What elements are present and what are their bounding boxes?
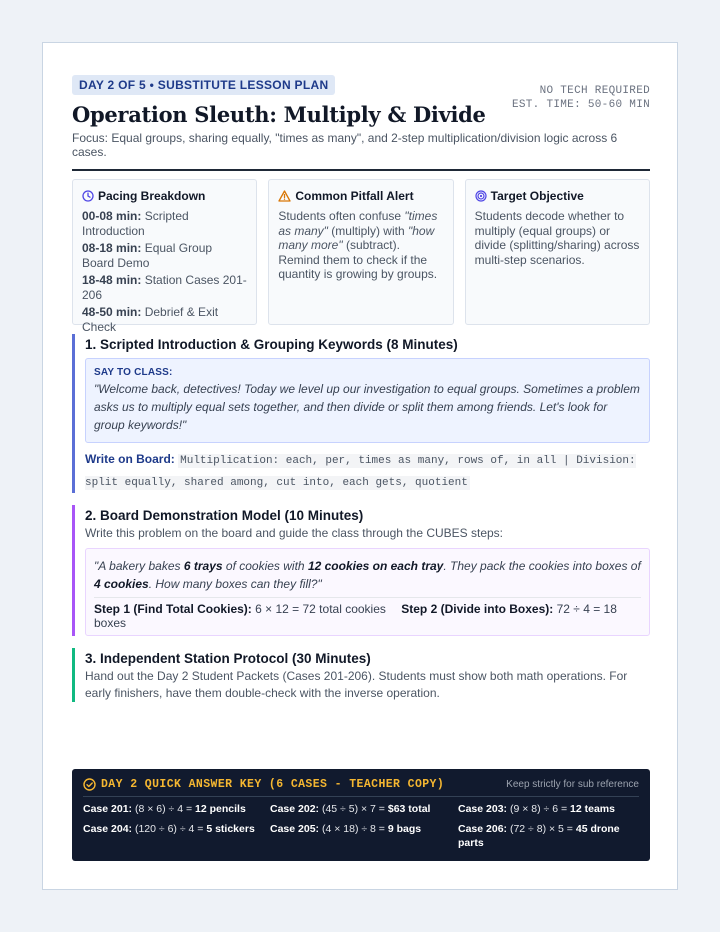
case-answer: 45 drone parts — [458, 823, 620, 849]
case-expression: (120 ÷ 6) ÷ 4 = — [134, 823, 204, 835]
pitfall-text-part: (multiply) with — [327, 223, 408, 238]
pitfall-card-header — [278, 189, 443, 203]
pacing-activity: Equal Group Board Demo — [82, 241, 213, 270]
section-accent-bar — [72, 648, 75, 702]
answer-key-title-wrap — [83, 778, 444, 791]
case-label: Case 204: — [83, 823, 133, 835]
warning-icon — [278, 190, 291, 202]
answer-item — [83, 822, 270, 850]
objective-card-header — [475, 189, 640, 203]
pacing-card-title: Pacing Breakdown — [98, 189, 206, 203]
case-answer: 12 teams — [570, 803, 615, 815]
objective-card-title: Target Objective — [490, 189, 584, 203]
pacing-row — [82, 273, 247, 302]
pacing-activity: Scripted Introduction — [82, 209, 189, 238]
info-cards — [72, 179, 650, 334]
say-label: SAY TO CLASS: — [94, 367, 173, 378]
problem-emphasis: 6 trays — [183, 559, 223, 573]
section-intro: Write this problem on the board and guide the class through the CUBES steps: — [85, 526, 504, 540]
pacing-row — [82, 241, 247, 270]
answer-key-divider — [83, 796, 639, 797]
pitfall-card-title: Common Pitfall Alert — [295, 189, 414, 203]
pacing-time: 48-50 min: — [82, 305, 142, 319]
pacing-time: 00-08 min: — [82, 209, 142, 223]
case-label: Case 201: — [83, 803, 133, 815]
pacing-card-header — [82, 189, 247, 203]
step2-label: Step 2 (Divide into Boxes): — [401, 602, 554, 616]
pitfall-emphasis: "how many more" — [278, 223, 435, 252]
pacing-activity: Station Cases 201-206 — [82, 273, 247, 302]
problem-part: . How many boxes can they fill?" — [148, 577, 322, 591]
section-title: 1. Scripted Introduction & Grouping Keywords (8 Minutes) — [85, 337, 458, 352]
board-keywords: Multiplication: each, per, times as many, rows of, in all | Division: split equally, shared among, cut into, each gets, quotient — [85, 455, 636, 489]
answer-item — [83, 802, 270, 816]
word-problem — [94, 557, 641, 593]
case-answer: $63 total — [387, 803, 431, 815]
pitfall-text — [278, 209, 443, 282]
check-circle-icon — [83, 778, 96, 791]
say-to-class-box — [85, 358, 650, 443]
step1-label: Step 1 (Find Total Cookies): — [94, 602, 252, 616]
lesson-plan-page — [42, 42, 678, 890]
pitfall-emphasis: "times as many" — [278, 209, 438, 238]
answer-key-title: DAY 2 QUICK ANSWER KEY (6 CASES - TEACHER COPY) — [101, 778, 445, 791]
case-label: Case 205: — [270, 823, 320, 835]
clock-icon — [82, 190, 94, 202]
focus-line: Focus: Equal groups, sharing equally, "times as many", and 2-step multiplication/division logic across 6 cases. — [72, 131, 618, 159]
answer-key-header — [83, 778, 639, 791]
meta-est-time: EST. TIME: 50-60 MIN — [511, 99, 650, 111]
objective-text: Students decode whether to multiply (equal groups) or divide (splitting/sharing) across multi-step scenarios. — [474, 209, 640, 267]
meta-no-tech: NO TECH REQUIRED — [539, 85, 650, 97]
problem-part: of cookies with — [222, 559, 308, 573]
case-label: Case 206: — [458, 823, 508, 835]
page-content — [72, 75, 650, 702]
pacing-row — [82, 305, 247, 334]
step1-text: 6 × 12 = 72 total cookies — [255, 602, 386, 616]
pitfall-card — [268, 179, 453, 325]
section-accent-bar — [72, 505, 75, 636]
objective-card — [465, 179, 650, 325]
section-title: 3. Independent Station Protocol (30 Minutes) — [85, 651, 371, 666]
section-station-protocol — [72, 648, 650, 702]
say-script: "Welcome back, detectives! Today we level up our investigation to equal groups. Sometimes a problem asks us to multiply equal sets together, and then divide or split them among friends. Let's look for group keywords!" — [94, 382, 640, 432]
answer-item — [270, 822, 458, 850]
case-expression: (45 ÷ 5) × 7 = — [321, 803, 385, 815]
problem-box — [85, 548, 650, 636]
answer-item — [458, 802, 638, 816]
section-text: Hand out the Day 2 Student Packets (Cases 201-206). Students must show both math operations. For early finishers, have them double-check with the inverse operation. — [85, 669, 628, 700]
case-expression: (8 × 6) ÷ 4 = — [134, 803, 193, 815]
header-divider — [72, 169, 650, 171]
pacing-row — [82, 209, 247, 238]
problem-part: . They pack the cookies into boxes of — [443, 559, 641, 573]
case-label: Case 202: — [270, 803, 320, 815]
answer-item — [270, 802, 458, 816]
pitfall-text-part: (subtract). Remind them to check if the quantity is growing by groups. — [278, 238, 438, 281]
answer-grid — [83, 802, 639, 850]
solution-steps — [94, 597, 641, 630]
answer-key — [72, 769, 650, 861]
pacing-time: 18-48 min: — [82, 273, 142, 287]
page-title: Operation Sleuth: Multiply & Divide — [72, 102, 486, 127]
case-expression: (72 ÷ 8) × 5 = — [509, 823, 573, 835]
pacing-card — [72, 179, 257, 334]
case-answer: 12 pencils — [195, 803, 246, 815]
case-answer: 5 stickers — [206, 823, 255, 835]
section-title: 2. Board Demonstration Model (10 Minutes) — [85, 508, 364, 523]
case-expression: (9 × 8) ÷ 6 = — [509, 803, 568, 815]
pitfall-text-part: Students often confuse — [278, 209, 405, 223]
section-board-demo — [72, 505, 650, 636]
pacing-list — [82, 209, 247, 334]
case-expression: (4 × 18) ÷ 8 = — [321, 823, 385, 835]
problem-part: "A bakery bakes — [94, 559, 184, 573]
target-icon — [475, 190, 487, 202]
section-accent-bar — [72, 334, 75, 493]
answer-item — [458, 822, 638, 850]
write-on-board — [85, 449, 650, 493]
pacing-time: 08-18 min: — [82, 241, 142, 255]
day-tag: DAY 2 OF 5 • SUBSTITUTE LESSON PLAN — [72, 75, 335, 95]
step2-text: 72 ÷ 4 = 18 boxes — [94, 602, 617, 630]
board-label: Write on Board: — [85, 452, 175, 466]
meta-info — [512, 84, 650, 112]
problem-emphasis: 12 cookies on each tray — [307, 559, 444, 573]
section-scripted-intro — [72, 334, 650, 493]
case-label: Case 203: — [458, 803, 508, 815]
problem-emphasis: 4 cookies — [94, 577, 149, 591]
pacing-activity: Debrief & Exit Check — [82, 305, 219, 334]
answer-key-note: Keep strictly for sub reference — [506, 779, 639, 790]
case-answer: 9 bags — [387, 823, 422, 835]
